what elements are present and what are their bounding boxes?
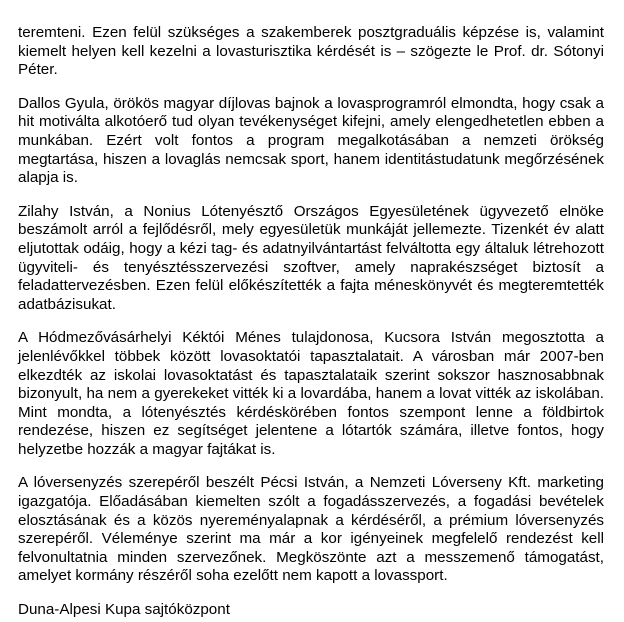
paragraph-zilahy-istvan: Zilahy István, a Nonius Lótenyésztő Országos Egyesületének ügyvezető elnöke beszámolt arról a fejlődésről, mely egyesületük munkáját jellemezte. Tizenkét év alatt eljutottak odáig, hogy a kézi tag- és adatnyilvántartást felváltotta egy általuk létrehozott ügyviteli- és tenyésztésszervezési szoftver, amely naprakészséget biztosít a feladattervezésben. Ezen felül előkészítették a fajta méneskönyvét és megteremtették adatbázisukat. bbox=[18, 202, 604, 313]
paragraph-dallos-gyula: Dallos Gyula, örökös magyar díjlovas bajnok a lovasprogramról elmondta, hogy csak a hit motiválta alkotóerő tud olyan tevékenységet kifejni, amely elengedhetetlen ebben a munkában. Ezért volt fontos a program megalkotásában a nemzeti örökség megtartása, hiszen a lovaglás nemcsak sport, hanem identitástudatunk megőrzésének alapja is. bbox=[18, 94, 604, 187]
paragraph-kucsora-istvan: A Hódmezővásárhelyi Kéktói Ménes tulajdonosa, Kucsora István megosztotta a jelenlévőkkel többek között lovasoktatói tapasztalatait. A városban már 2007-ben elkezdték az iskolai lovasoktatást és tapasztalataik szerint sokszor hasznosabbnak bizonyult, ha nem a gyerekeket vitték ki a lovardába, hanem a lovat vitték az iskolában. Mint mondta, a lótenyésztés kérdéskörében fontos szempont lenne a földbirtok rendezése, hiszen ez segítséget jelentene a lótartók számára, illetve fontos, hogy helyzetbe hozzák a magyar fajtákat is. bbox=[18, 329, 604, 458]
press-center-signature: Duna-Alpesi Kupa sajtóközpont bbox=[18, 601, 230, 619]
paragraph-pecsi-istvan: A lóversenyzés szerepéről beszélt Pécsi István, a Nemzeti Lóverseny Kft. marketing igazgatója. Előadásában kiemelten szólt a fogadásszervezés, a fogadási bevételek elosztásának és a közös nyereményalapnak a kérdéséről, a prémium lóversenyzés szerepéről. Véleménye szerint ma már a kor igényeinek megfelelő rendezést kell felvonultatnia minden szervezőnek. Megköszönte azt a messzemenő támogatást, amelyet kormány részéről soha ezelőtt nem kapott a lovassport. bbox=[18, 474, 604, 585]
document-page bbox=[18, 24, 604, 620]
paragraph-sotonyi-quote: teremteni. Ezen felül szükséges a szakemberek posztgraduális képzése is, valamint kiemelt helyen kell kezelni a lovasturisztika kérdését is – szögezte le Prof. dr. Sótonyi Péter. bbox=[18, 24, 604, 79]
